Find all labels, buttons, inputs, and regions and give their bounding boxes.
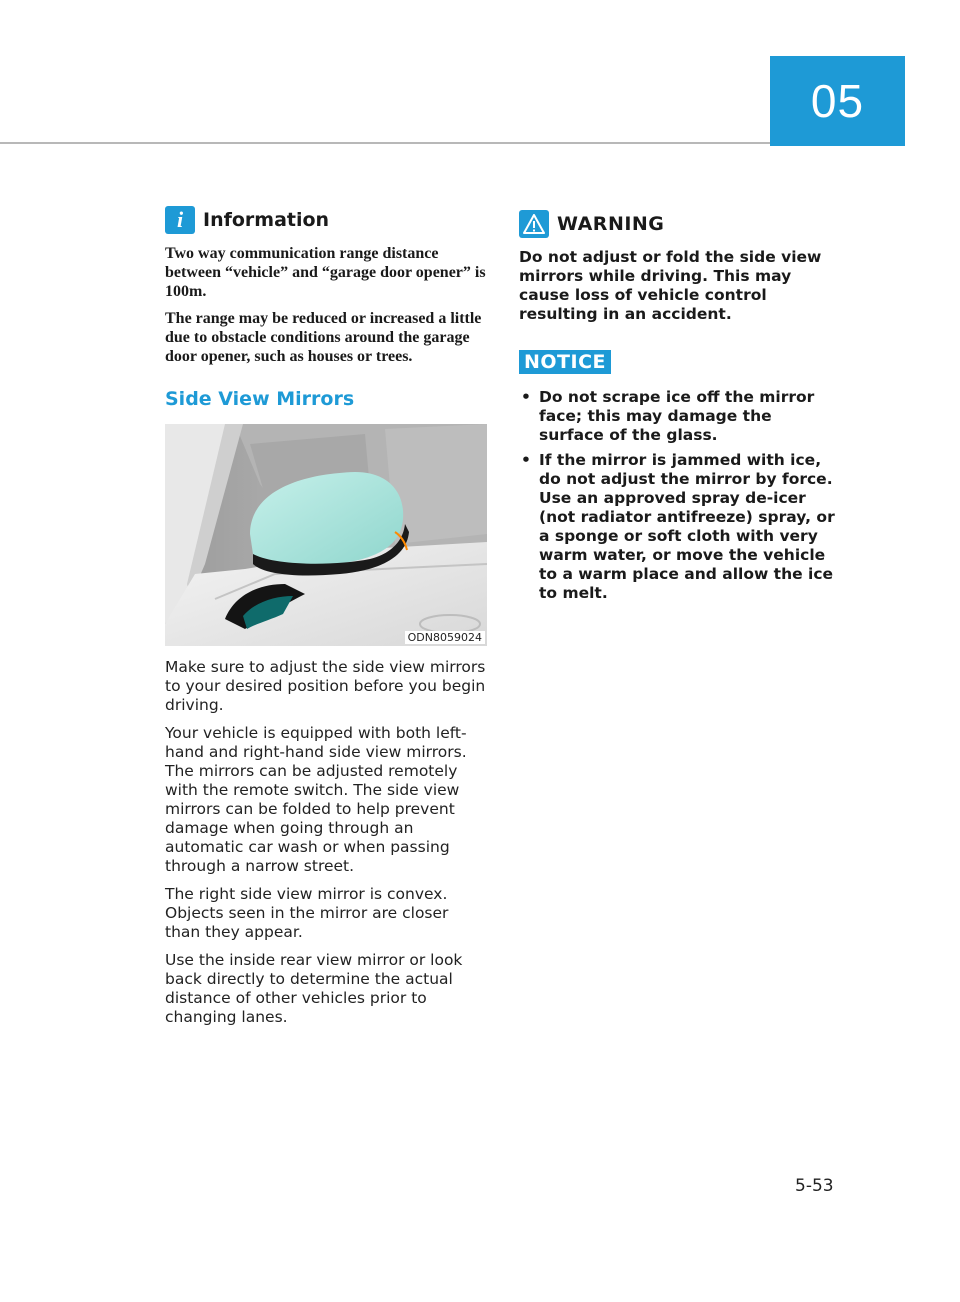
figure-label: ODN8059024 xyxy=(405,631,485,644)
warning-header xyxy=(519,210,841,238)
body-paragraph: The right side view mirror is convex. Objects seen in the mirror are closer than they appear. xyxy=(165,885,449,941)
notice-item: • Do not scrape ice off the mirror face; this may damage the surface of the glass. xyxy=(519,388,841,445)
information-paragraph: Two way communication range distance between “vehicle” and “garage door opener” is 100m. xyxy=(165,245,486,300)
notice-badge: NOTICE xyxy=(519,350,611,374)
side-mirror-figure xyxy=(165,424,487,646)
notice-item: • If the mirror is jammed with ice, do not adjust the mirror by force. Use an approved spray de-icer (not radiator antifreeze) spray, or a sponge or soft cloth with very warm water, or move the vehicle to a warm place and allow the ice to melt. xyxy=(519,451,841,603)
chapter-tab: 05 xyxy=(770,56,905,146)
section-title: Side View Mirrors xyxy=(165,388,355,410)
body-paragraph: Your vehicle is equipped with both left-hand and right-hand side view mirrors. The mirrors can be adjusted remotely with the remote switch. The side view mirrors can be folded to help prevent damage when going through an automatic car wash or when passing through a narrow street. xyxy=(165,724,467,875)
side-mirror-illustration xyxy=(165,424,487,646)
warning-title: WARNING xyxy=(557,213,665,235)
warning-triangle-icon xyxy=(519,210,549,238)
right-column xyxy=(519,210,841,609)
information-title: Information xyxy=(203,209,330,231)
warning-text: Do not adjust or fold the side view mirrors while driving. This may cause loss of vehicle control resulting in an accident. xyxy=(519,248,822,323)
body-paragraph: Use the inside rear view mirror or look back directly to determine the actual distance of other vehicles prior to changing lanes. xyxy=(165,951,463,1026)
information-paragraph: The range may be reduced or increased a little due to obstacle conditions around the garage door opener, such as houses or trees. xyxy=(165,310,482,365)
info-icon: i xyxy=(165,206,195,234)
header-rule xyxy=(0,142,770,144)
information-header xyxy=(165,206,487,234)
left-column xyxy=(165,206,487,1027)
body-paragraph: Make sure to adjust the side view mirrors to your desired position before you begin driving. xyxy=(165,658,486,714)
notice-list xyxy=(519,388,841,603)
page-number: 5-53 xyxy=(795,1176,834,1196)
